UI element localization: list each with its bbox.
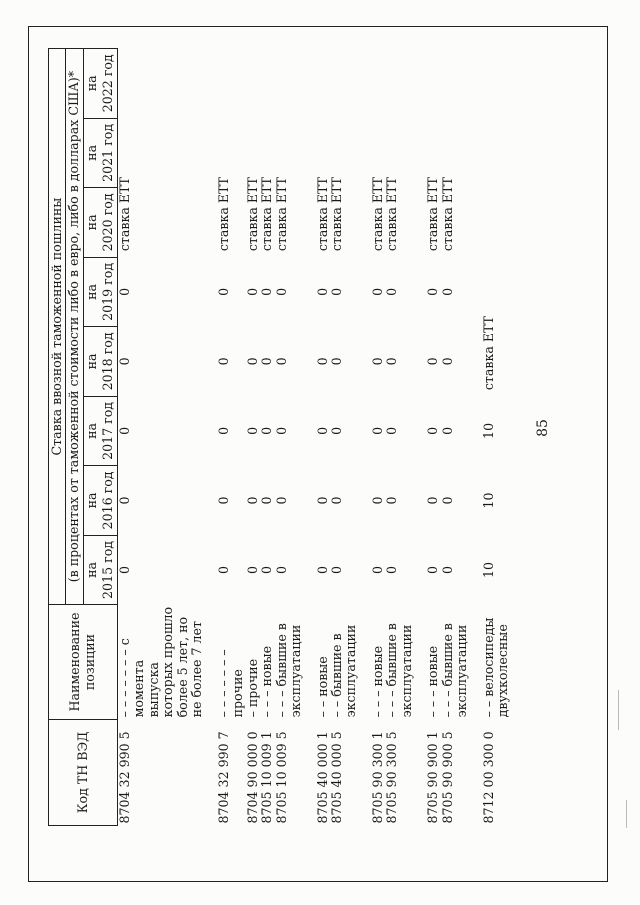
table-row	[246, 49, 260, 826]
name-dashes: – – –	[439, 690, 455, 718]
cell-code: 8705 40 000 1	[314, 731, 330, 824]
cell-v2015: 0	[259, 565, 275, 574]
cell-v2015: 0	[328, 565, 344, 574]
table-row	[441, 49, 470, 826]
cell-ett: ставка ЕТТ	[116, 177, 132, 252]
cell-v2018: 0	[215, 357, 231, 366]
cell-v2018: 0	[369, 357, 385, 366]
cell-v2017: 0	[116, 426, 132, 435]
cell-v2018: 0	[384, 357, 400, 366]
table-row	[414, 49, 440, 826]
cell-code: 8705 10 009 1	[259, 731, 275, 824]
cell-code: 8705 90 300 5	[384, 731, 400, 824]
cell-v2015: 0	[244, 565, 260, 574]
cell-v2019: 0	[439, 287, 455, 296]
cell-v2017: 0	[314, 426, 330, 435]
cell-name	[330, 605, 359, 720]
cell-ett: ставка ЕТТ	[425, 177, 441, 252]
table-row	[330, 49, 359, 826]
cell-v2018: 0	[425, 357, 441, 366]
cell-v2015: 10	[480, 561, 496, 578]
header-year: 2022 год	[100, 49, 117, 119]
name-dashes: – – – – – – –	[116, 649, 132, 718]
name-dashes: – – –	[384, 690, 400, 718]
cell-code: 8705 10 009 5	[273, 731, 289, 824]
name-text: велосипеды двухколесные	[480, 617, 511, 718]
header-year-na: на	[83, 327, 100, 397]
cell-ett: ставка ЕТТ	[439, 177, 455, 252]
name-text: с момента выпуска которых прошло более 5 лет, но не более 7 лет	[116, 606, 205, 718]
name-dashes: – – –	[425, 690, 441, 718]
cell-v2019: 0	[244, 287, 260, 296]
name-text: прочие	[244, 658, 260, 708]
cell-v2018: 0	[244, 357, 260, 366]
table-row	[470, 49, 511, 826]
cell-name	[117, 605, 204, 720]
cell-ett: ставка ЕТТ	[328, 177, 344, 252]
cell-v2016: 0	[314, 496, 330, 505]
cell-name	[359, 605, 385, 720]
name-dashes: –	[244, 711, 260, 718]
cell-v2016: 0	[369, 496, 385, 505]
name-text: новые	[314, 656, 330, 697]
cell-v2017: 0	[244, 426, 260, 435]
cell-code: 8705 90 900 5	[439, 731, 455, 824]
table-row	[359, 49, 385, 826]
cell-v2019: 0	[116, 287, 132, 296]
name-dashes: – –	[480, 700, 496, 718]
tariff-table	[48, 48, 511, 826]
cell-v2017: 0	[259, 426, 275, 435]
cell-name	[304, 605, 330, 720]
table-row	[117, 49, 204, 826]
scan-mark	[626, 800, 627, 828]
cell-code: 8705 90 900 1	[425, 731, 441, 824]
cell-ett: ставка ЕТТ	[244, 177, 260, 252]
cell-v2016: 0	[244, 496, 260, 505]
cell-v2018: 0	[314, 357, 330, 366]
header-year-na: на	[83, 118, 100, 188]
cell-v2015: 0	[314, 565, 330, 574]
header-code: Код ТН ВЭД	[49, 719, 118, 825]
cell-name	[441, 605, 470, 720]
cell-v2016: 0	[328, 496, 344, 505]
header-rate-title-2: (в процентах от таможенной стоимости либо в евро, либо в долларах США)*	[66, 49, 83, 605]
page-number: 85	[534, 419, 551, 437]
cell-v2015: 0	[439, 565, 455, 574]
header-rate-title-1: Ставка ввозной таможенной пошлины	[49, 49, 66, 605]
cell-v2019: 0	[215, 287, 231, 296]
header-year: 2019 год	[100, 257, 117, 327]
cell-name	[414, 605, 440, 720]
cell-v2016: 0	[439, 496, 455, 505]
cell-code: 8704 90 000 0	[244, 731, 260, 824]
cell-code: 8705 40 000 5	[328, 731, 344, 824]
table-row	[260, 49, 274, 826]
name-text: бывшие в эксплуатации	[273, 623, 304, 718]
name-dashes: – – –	[259, 690, 275, 718]
name-dashes: – – – – – – –	[215, 649, 231, 718]
name-text: новые	[259, 645, 275, 687]
name-text: бывшие в эксплуатации	[384, 623, 414, 718]
cell-ett: ставка ЕТТ	[259, 177, 275, 252]
cell-name	[275, 605, 304, 720]
header-year: 2016 год	[100, 466, 117, 536]
cell-ett: ставка ЕТТ	[215, 177, 231, 252]
table-row	[205, 49, 246, 826]
table-row	[275, 49, 304, 826]
cell-v2017: 0	[273, 426, 289, 435]
cell-v2017: 10	[480, 422, 496, 439]
cell-v2019: 0	[425, 287, 441, 296]
header-name: Наименование позиции	[49, 605, 118, 720]
cell-v2016: 0	[116, 496, 132, 505]
cell-name	[205, 605, 246, 720]
cell-v2017: 0	[384, 426, 400, 435]
table-row	[385, 49, 414, 826]
cell-v2018: 0	[116, 357, 132, 366]
cell-v2018: 0	[259, 357, 275, 366]
header-year-na: на	[83, 466, 100, 536]
name-text: новые	[425, 645, 441, 687]
cell-v2017: 0	[328, 426, 344, 435]
cell-code: 8712 00 300 0	[480, 731, 496, 824]
cell-code: 8704 32 990 7	[215, 731, 231, 824]
cell-ett: ставка ЕТТ	[384, 177, 400, 252]
header-year-na: на	[83, 49, 100, 119]
cell-v2017: 0	[439, 426, 455, 435]
cell-name	[470, 605, 511, 720]
cell-v2015: 0	[369, 565, 385, 574]
cell-v2016: 0	[384, 496, 400, 505]
cell-ett: ставка ЕТТ	[369, 177, 385, 252]
cell-v2015: 0	[425, 565, 441, 574]
header-year-na: на	[83, 535, 100, 605]
header-year: 2017 год	[100, 396, 117, 466]
cell-v2018: ставка ЕТТ	[480, 316, 496, 391]
name-dashes: – –	[328, 700, 344, 718]
header-year: 2018 год	[100, 327, 117, 397]
cell-v2016: 0	[425, 496, 441, 505]
cell-v2019: 0	[273, 287, 289, 296]
name-text: прочие	[230, 669, 246, 718]
header-year: 2020 год	[100, 188, 117, 258]
cell-ett: ставка ЕТТ	[273, 177, 289, 252]
header-year-na: на	[83, 257, 100, 327]
cell-name	[385, 605, 414, 720]
cell-v2017: 0	[215, 426, 231, 435]
cell-v2018: 0	[328, 357, 344, 366]
cell-v2017: 0	[369, 426, 385, 435]
cell-v2016: 0	[273, 496, 289, 505]
cell-ett: ставка ЕТТ	[314, 177, 330, 252]
name-text: бывшие в эксплуатации	[328, 624, 359, 718]
header-year: 2021 год	[100, 118, 117, 188]
cell-v2019: 0	[314, 287, 330, 296]
cell-v2019: 0	[384, 287, 400, 296]
table-row	[304, 49, 330, 826]
scan-mark	[618, 690, 619, 730]
cell-v2015: 0	[116, 565, 132, 574]
cell-name	[246, 605, 260, 720]
cell-v2019: 0	[259, 287, 275, 296]
header-year: 2015 год	[100, 535, 117, 605]
name-text: новые	[369, 645, 385, 687]
cell-v2019: 0	[369, 287, 385, 296]
cell-v2019: 0	[328, 287, 344, 296]
cell-v2018: 0	[273, 357, 289, 366]
name-dashes: – – –	[273, 690, 289, 718]
cell-v2015: 0	[273, 565, 289, 574]
cell-v2015: 0	[384, 565, 400, 574]
name-dashes: – –	[314, 700, 330, 718]
cell-v2016: 0	[259, 496, 275, 505]
header-year-na: на	[83, 188, 100, 258]
cell-v2017: 0	[425, 426, 441, 435]
cell-v2016: 0	[215, 496, 231, 505]
cell-code: 8704 32 990 5	[116, 731, 132, 824]
name-text: бывшие в эксплуатации	[439, 623, 470, 718]
cell-name	[260, 605, 274, 720]
header-year-na: на	[83, 396, 100, 466]
cell-code: 8705 90 300 1	[369, 731, 385, 824]
rotated-table-container	[48, 48, 511, 826]
cell-v2018: 0	[439, 357, 455, 366]
name-dashes: – – –	[369, 690, 385, 718]
cell-v2015: 0	[215, 565, 231, 574]
cell-v2016: 10	[480, 492, 496, 509]
